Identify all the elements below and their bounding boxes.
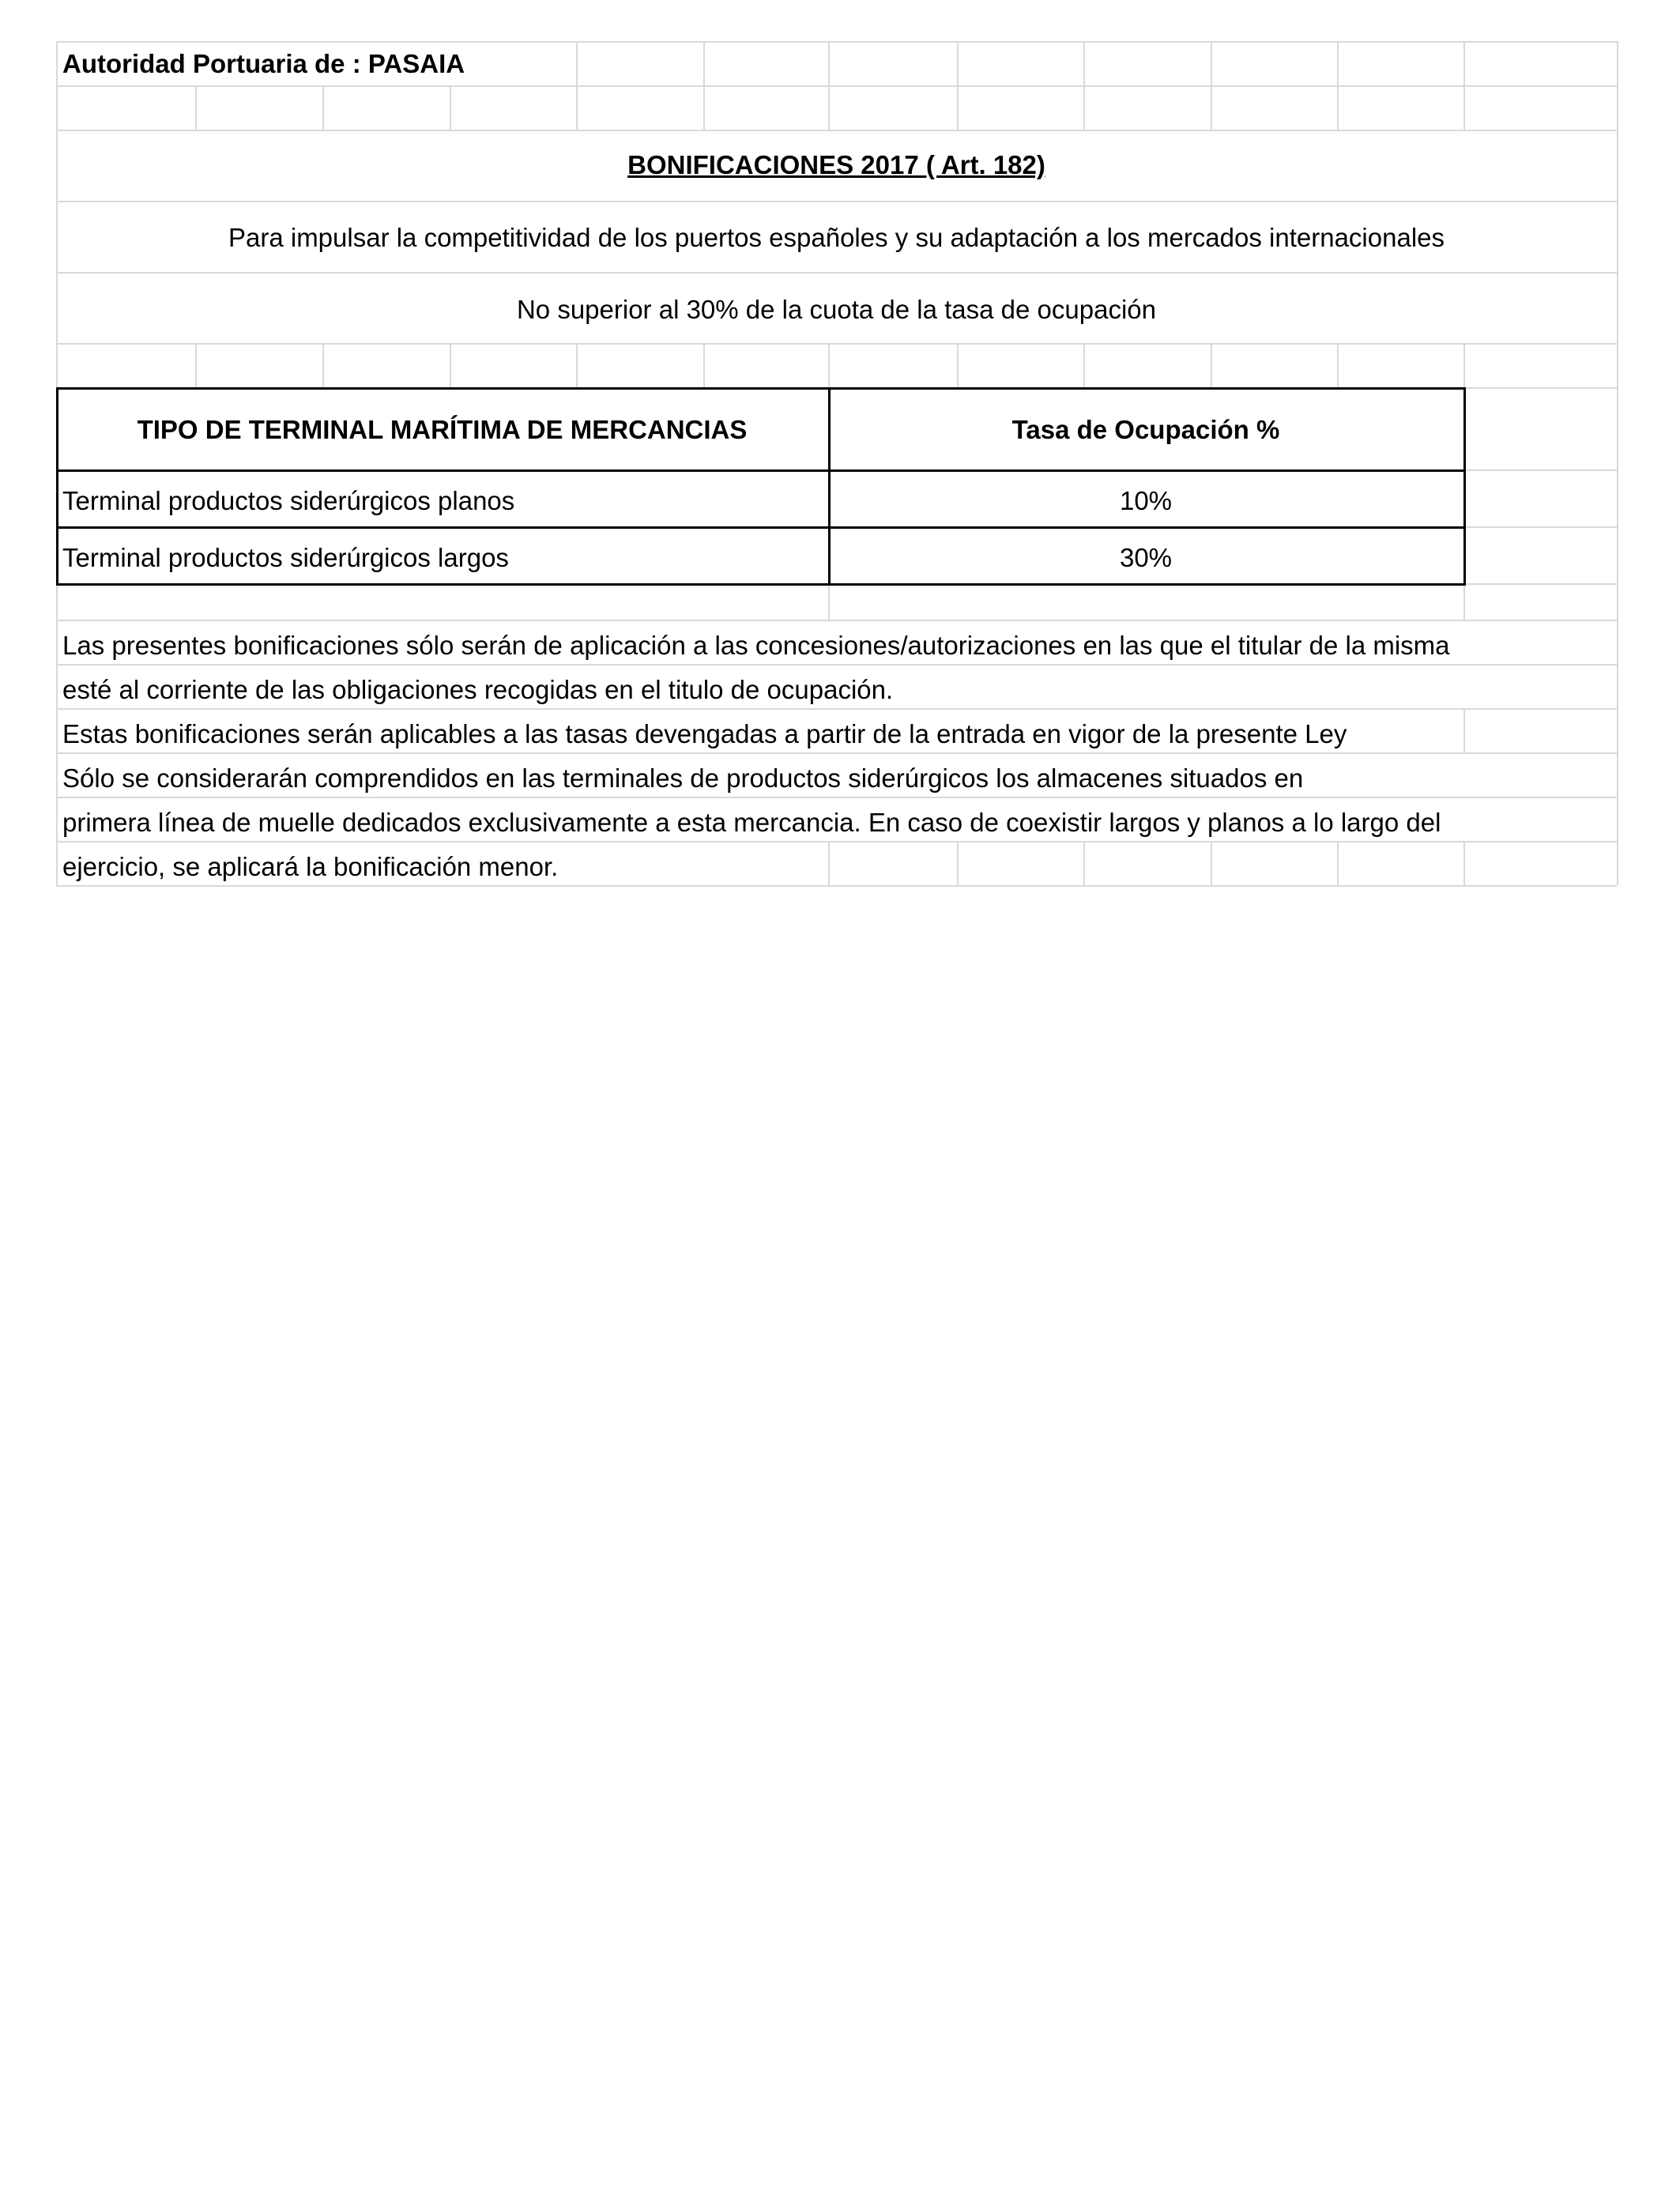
note-line: Las presentes bonificaciones sólo serán de aplicación a las concesiones/autorizaciones en las que el titular de la misma — [62, 631, 1450, 660]
table-header-rate: Tasa de Ocupación % — [1011, 415, 1280, 444]
gridline — [195, 343, 197, 387]
gridline — [56, 841, 1617, 843]
gridline — [828, 343, 830, 387]
gridline — [56, 620, 1617, 621]
gridline — [576, 41, 578, 85]
gridline — [828, 85, 830, 130]
gridline — [56, 343, 1617, 345]
authority-label: Autoridad Portuaria de : PASAIA — [62, 49, 465, 78]
gridline — [1463, 85, 1465, 130]
gridline — [828, 583, 830, 620]
gridline — [56, 664, 1617, 665]
table-border — [56, 387, 1466, 390]
gridline — [703, 85, 705, 130]
gridline — [1211, 41, 1212, 85]
gridline — [1463, 41, 1465, 85]
table-border — [1463, 387, 1466, 586]
gridline — [56, 201, 1617, 202]
gridline — [322, 85, 324, 130]
gridline — [957, 41, 959, 85]
table-border — [56, 469, 1466, 472]
gridline — [450, 85, 451, 130]
table-header-terminal: TIPO DE TERMINAL MARÍTIMA DE MERCANCIAS — [137, 415, 748, 444]
gridline — [56, 272, 1617, 273]
gridline — [1337, 41, 1339, 85]
gridline — [195, 85, 197, 130]
terminal-name: Terminal productos siderúrgicos largos — [62, 543, 509, 572]
gridline — [703, 343, 705, 387]
gridline — [1337, 841, 1339, 885]
gridline — [1211, 85, 1212, 130]
note-line: ejercicio, se aplicará la bonificación menor. — [62, 852, 559, 881]
gridline — [56, 708, 1617, 710]
gridline — [1337, 85, 1339, 130]
gridline — [56, 41, 1617, 43]
table-border — [56, 583, 1466, 586]
note-line: primera línea de muelle dedicados exclusivamente a esta mercancia. En caso de coexistir largos y planos a lo largo del — [62, 808, 1441, 837]
gridline — [1083, 841, 1085, 885]
gridline — [56, 797, 1617, 798]
gridline — [1211, 841, 1212, 885]
subtitle-purpose: Para impulsar la competitividad de los puertos españoles y su adaptación a los mercados internacionales — [228, 223, 1445, 252]
gridline — [1337, 343, 1339, 387]
subtitle-limit: No superior al 30% de la cuota de la tasa de ocupación — [516, 295, 1157, 324]
gridline — [56, 752, 1617, 754]
gridline — [957, 343, 959, 387]
gridline — [56, 130, 1617, 131]
gridline — [1083, 343, 1085, 387]
gridline — [576, 343, 578, 387]
gridline — [450, 343, 451, 387]
gridline — [322, 343, 324, 387]
gridline — [56, 85, 1617, 87]
gridline — [1211, 343, 1212, 387]
gridline — [1463, 841, 1465, 885]
note-line: esté al corriente de las obligaciones recogidas en el titulo de ocupación. — [62, 675, 894, 704]
gridline — [1083, 85, 1085, 130]
gridline — [1463, 343, 1465, 387]
gridline — [1617, 41, 1618, 885]
occupancy-rate: 10% — [1119, 486, 1173, 515]
note-line: Estas bonificaciones serán aplicables a las tasas devengadas a partir de la entrada en vigor de la presente Ley — [62, 719, 1347, 748]
gridline — [1463, 708, 1465, 752]
note-line: Sólo se considerarán comprendidos en las terminales de productos siderúrgicos los almacenes situados en — [62, 763, 1304, 793]
gridline — [957, 85, 959, 130]
gridline — [576, 85, 578, 130]
gridline — [56, 885, 1617, 887]
gridline — [957, 841, 959, 885]
gridline — [828, 41, 830, 85]
occupancy-rate: 30% — [1119, 543, 1173, 572]
gridline — [703, 41, 705, 85]
table-border — [56, 526, 1466, 529]
page-title: BONIFICACIONES 2017 ( Art. 182) — [627, 150, 1045, 179]
terminal-name: Terminal productos siderúrgicos planos — [62, 486, 515, 515]
gridline — [828, 841, 830, 885]
gridline — [1083, 41, 1085, 85]
